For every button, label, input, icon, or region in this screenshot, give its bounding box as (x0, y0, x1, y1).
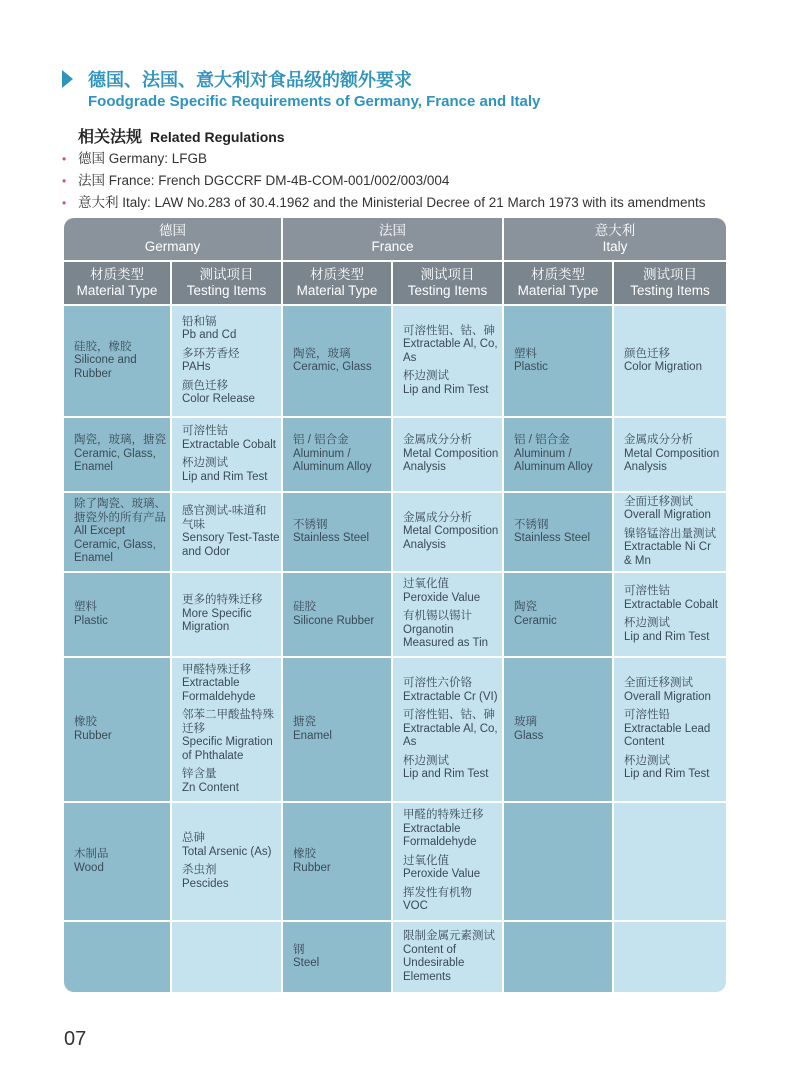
cell-text-line: 除了陶瓷、玻璃、 (74, 498, 166, 511)
cell-text-line: 橡胶 (74, 716, 97, 728)
cell-text-line: Lip and Rim Test (403, 768, 489, 781)
cell-text-line: Metal Composition (403, 447, 499, 460)
material-type-cell (283, 573, 391, 656)
cell-text-line: 限制金属元素测试 (403, 930, 495, 942)
cell-text-line: Glass (514, 729, 544, 742)
cell-text-line: Rubber (74, 367, 112, 380)
material-type-cell (504, 493, 612, 571)
material-entry (514, 348, 608, 375)
testing-item-entry (182, 768, 277, 795)
testing-item-entry (403, 370, 498, 397)
cell-text-line: Formaldehyde (403, 836, 477, 849)
cell-text-line: Extractable Lead (624, 722, 711, 735)
cell-text-line: Ceramic, Glass, (74, 538, 156, 551)
testing-items-cell (393, 658, 502, 801)
testing-items-cell (393, 573, 502, 656)
cell-text-line: Pb and Cd (182, 329, 237, 341)
cell-text-line: Extractable Al, Co, (403, 722, 498, 735)
testing-items-cell (614, 922, 726, 992)
testing-items-cell (614, 803, 726, 920)
country-header (64, 218, 281, 260)
material-type-cell (283, 658, 391, 801)
testing-items-cell (614, 418, 726, 491)
cell-text-line: 橡胶 (293, 848, 316, 860)
column-header (614, 262, 726, 304)
cell-text-line: Peroxide Value (403, 591, 481, 604)
testing-item-entry (624, 677, 722, 704)
cell-text-line: 钢 (293, 943, 305, 956)
country-name-english: Italy (602, 239, 628, 254)
cell-text-line: 杯边测试 (182, 457, 228, 469)
cell-text-line: Extractable (182, 677, 240, 690)
testing-item-entry (403, 755, 498, 782)
cell-text-line: Analysis (403, 461, 446, 474)
testing-item-entry (624, 496, 722, 523)
page-number: 07 (64, 1028, 87, 1050)
country-name-english: Germany (144, 239, 201, 254)
cell-text-line: Enamel (293, 729, 332, 742)
testing-item-entry (182, 380, 277, 407)
cell-text-line: Analysis (403, 538, 446, 551)
cell-text-line: 锌含量 (182, 768, 217, 781)
material-type-cell (64, 418, 170, 491)
cell-text-line: 可溶性铝、钴、砷 (403, 709, 495, 722)
cell-text-line: Extractable Ni Cr (624, 541, 711, 554)
country-name-english: France (371, 239, 414, 254)
cell-text-line: Elements (403, 970, 451, 983)
testing-items-cell (172, 922, 281, 992)
column-header-english: Testing Items (630, 283, 710, 298)
regulation-text: 德国 Germany: LFGB (78, 151, 208, 166)
cell-text-line: 可溶性钴 (624, 585, 670, 597)
cell-text-line: Lip and Rim Test (624, 768, 710, 781)
cell-text-line: Sensory Test-Taste (182, 532, 280, 544)
cell-text-line: Organotin (403, 623, 454, 636)
testing-item-entry (182, 832, 277, 859)
cell-text-line: As (403, 736, 417, 749)
testing-item-entry (624, 617, 722, 644)
material-type-cell (283, 803, 391, 920)
material-type-cell (64, 658, 170, 801)
testing-item-entry (182, 864, 277, 891)
cell-text-line: Content of (403, 943, 457, 956)
cell-text-line: 硅胶 (293, 601, 316, 613)
material-entry (514, 519, 608, 546)
cell-text-line: 不锈钢 (514, 518, 549, 531)
cell-text-line: Ceramic, Glass (293, 361, 372, 373)
cell-text-line: Zn Content (182, 781, 239, 794)
material-entry (74, 434, 166, 475)
cell-text-line: 更多的特殊迁移 (182, 594, 263, 607)
cell-text-line: Steel (293, 957, 320, 969)
testing-items-cell (393, 922, 502, 992)
cell-text-line: Aluminum / (293, 447, 351, 460)
cell-text-line: 甲醛的特殊迁移 (403, 809, 484, 822)
testing-item-entry (403, 325, 498, 366)
cell-text-line: 杯边测试 (403, 754, 449, 767)
material-entry (74, 601, 166, 628)
country-header (504, 218, 726, 260)
cell-text-line: 杯边测试 (403, 370, 449, 383)
cell-text-line: 金属成分分析 (624, 434, 693, 447)
cell-text-line: Extractable Al, Co, (403, 338, 498, 351)
testing-item-entry (403, 434, 498, 475)
cell-text-line: 杯边测试 (624, 617, 670, 629)
material-type-cell (283, 306, 391, 416)
cell-text-line: 可溶性铅 (624, 709, 670, 722)
country-name-chinese: 意大利 (594, 223, 636, 238)
testing-item-entry (182, 457, 277, 484)
cell-text-line: As (403, 351, 417, 364)
material-entry (293, 848, 387, 875)
testing-item-entry (624, 755, 722, 782)
column-header (504, 262, 612, 304)
column-header-english: Material Type (517, 283, 599, 298)
title-english: Foodgrade Specific Requirements of Germany, France and Italy (88, 93, 541, 110)
cell-text-line: 总砷 (182, 832, 205, 844)
cell-text-line: Measured as Tin (403, 637, 489, 650)
testing-item-entry (403, 855, 498, 882)
cell-text-line: 金属成分分析 (403, 434, 472, 447)
regulation-item (62, 192, 782, 214)
title-chinese: 德国、法国、意大利对食品级的额外要求 (88, 70, 412, 91)
regulation-text: 意大利 Italy: LAW No.283 of 30.4.1962 and the Ministerial Decree of 21 March 1973 with its amendments (78, 195, 706, 210)
cell-text-line: 塑料 (74, 601, 97, 613)
column-header-chinese: 测试项目 (643, 267, 697, 282)
cell-text-line: Stainless Steel (293, 532, 370, 544)
regulation-item (62, 170, 782, 192)
country-header (283, 218, 502, 260)
testing-item-entry (624, 528, 722, 569)
testing-item-entry (624, 348, 722, 375)
testing-items-cell (393, 493, 502, 571)
testing-items-cell (172, 306, 281, 416)
cell-text-line: 铝 / 铝合金 (293, 434, 349, 447)
cell-text-line: Analysis (624, 461, 667, 474)
cell-text-line: Extractable (403, 822, 461, 835)
cell-text-line: 铅和镉 (182, 315, 217, 328)
material-entry (293, 601, 387, 628)
testing-item-entry (624, 709, 722, 750)
cell-text-line: PAHs (182, 361, 211, 373)
bullet-icon: • (62, 196, 67, 210)
column-header-chinese: 材质类型 (90, 267, 144, 282)
cell-text-line: Silicone Rubber (293, 614, 375, 627)
regulations-heading-english: Related Regulations (150, 129, 285, 145)
cell-text-line: 搪瓷 (293, 716, 316, 728)
requirements-table (64, 218, 726, 992)
testing-items-cell (614, 306, 726, 416)
cell-text-line: 陶瓷，玻璃 (293, 347, 351, 360)
cell-text-line: Enamel (74, 552, 113, 565)
testing-items-cell (393, 803, 502, 920)
testing-items-cell (393, 418, 502, 491)
cell-text-line: More Specific (182, 607, 252, 620)
cell-text-line: Extractable Cr (VI) (403, 690, 498, 703)
column-header-english: Material Type (296, 283, 378, 298)
material-entry (74, 848, 166, 875)
material-type-cell (504, 803, 612, 920)
material-entry (514, 716, 608, 743)
cell-text-line: Overall Migration (624, 690, 711, 703)
cell-text-line: Color Release (182, 393, 255, 405)
material-type-cell (504, 418, 612, 491)
cell-text-line: 挥发性有机物 (403, 886, 472, 899)
cell-text-line: 可溶性铝、钴、砷 (403, 324, 495, 337)
regulations-list (62, 148, 782, 214)
material-type-cell (504, 573, 612, 656)
testing-item-entry (403, 610, 498, 651)
cell-text-line: 镍铬锰溶出量测试 (624, 527, 716, 540)
testing-item-entry (403, 930, 498, 984)
cell-text-line: 全面迁移测试 (624, 677, 693, 690)
cell-text-line: VOC (403, 900, 428, 913)
testing-item-entry (403, 709, 498, 750)
country-name-chinese: 法国 (379, 223, 406, 238)
material-type-cell (504, 306, 612, 416)
material-type-cell (283, 922, 391, 992)
column-header-chinese: 材质类型 (531, 267, 585, 282)
cell-text-line: Color Migration (624, 361, 702, 373)
testing-item-entry (182, 316, 277, 343)
cell-text-line: 过氧化值 (403, 578, 449, 591)
material-type-cell (283, 418, 391, 491)
testing-item-entry (403, 809, 498, 850)
cell-text-line: 邻苯二甲酸盐特殊 (182, 709, 274, 722)
testing-item-entry (182, 505, 280, 559)
material-type-cell (64, 922, 170, 992)
material-entry (293, 944, 387, 971)
cell-text-line: 感官测试-味道和 (182, 505, 267, 517)
column-header (64, 262, 170, 304)
testing-items-cell (614, 573, 726, 656)
testing-items-cell (172, 573, 281, 656)
cell-text-line: 颜色迁移 (624, 347, 670, 360)
material-entry (74, 716, 166, 743)
material-type-cell (64, 573, 170, 656)
material-entry (514, 601, 608, 628)
testing-item-entry (182, 709, 277, 763)
testing-item-entry (403, 578, 498, 605)
cell-text-line: and Odor (182, 545, 230, 558)
cell-text-line: 全面迁移测试 (624, 495, 693, 508)
cell-text-line: Extractable Cobalt (182, 438, 276, 451)
material-entry (74, 498, 166, 566)
cell-text-line: Total Arsenic (As) (182, 845, 272, 858)
cell-text-line: 杀虫剂 (182, 864, 217, 876)
cell-text-line: Rubber (74, 729, 112, 742)
cell-text-line: Plastic (514, 361, 548, 373)
testing-items-cell (614, 658, 726, 801)
cell-text-line: All Except (74, 525, 126, 538)
cell-text-line: Silicone and (74, 354, 137, 367)
cell-text-line: Aluminum Alloy (293, 461, 372, 474)
cell-text-line: 有机锡以锡计 (403, 610, 472, 623)
cell-text-line: Metal Composition (403, 525, 499, 538)
testing-item-entry (182, 348, 277, 375)
cell-text-line: 陶瓷，玻璃，搪瓷 (74, 434, 166, 447)
cell-text-line: Enamel (74, 461, 113, 474)
cell-text-line: of Phthalate (182, 749, 244, 762)
material-entry (293, 519, 387, 546)
cell-text-line: Ceramic, Glass, (74, 447, 156, 460)
material-type-cell (64, 803, 170, 920)
material-entry (293, 348, 387, 375)
cell-text-line: 可溶性钴 (182, 425, 228, 437)
cell-text-line: 金属成分分析 (403, 511, 472, 524)
cell-text-line: Aluminum Alloy (514, 461, 593, 474)
cell-text-line: Metal Composition (624, 447, 720, 460)
testing-item-entry (624, 585, 722, 612)
cell-text-line: Rubber (293, 861, 331, 874)
material-entry (74, 341, 166, 382)
country-name-chinese: 德国 (159, 223, 186, 238)
regulations-heading (78, 124, 285, 147)
cell-text-line: Peroxide Value (403, 868, 481, 881)
cell-text-line: 甲醛特殊迁移 (182, 663, 251, 676)
cell-text-line: 硅胶，橡胶 (74, 340, 132, 353)
column-header-chinese: 测试项目 (199, 267, 254, 282)
testing-items-cell (172, 658, 281, 801)
testing-items-cell (172, 493, 281, 571)
regulation-text: 法国 France: French DGCCRF DM-4B-COM-001/002/003/004 (78, 173, 450, 188)
play-arrow-icon (62, 70, 73, 88)
cell-text-line: Formaldehyde (182, 690, 256, 703)
testing-item-entry (182, 664, 277, 705)
column-header (283, 262, 391, 304)
cell-text-line: Ceramic (514, 614, 557, 627)
cell-text-line: 过氧化值 (403, 854, 449, 867)
column-header-chinese: 材质类型 (310, 267, 364, 282)
testing-items-cell (172, 418, 281, 491)
cell-text-line: 陶瓷 (514, 601, 537, 613)
material-entry (293, 434, 387, 475)
material-entry (293, 716, 387, 743)
cell-text-line: Wood (74, 861, 104, 874)
cell-text-line: Stainless Steel (514, 532, 591, 544)
cell-text-line: 不锈钢 (293, 518, 328, 531)
cell-text-line: Pescides (182, 877, 229, 890)
cell-text-line: 玻璃 (514, 716, 537, 728)
cell-text-line: Extractable Cobalt (624, 598, 718, 611)
cell-text-line: Specific Migration (182, 736, 273, 749)
testing-items-cell (172, 803, 281, 920)
material-type-cell (504, 922, 612, 992)
material-type-cell (504, 658, 612, 801)
cell-text-line: Migration (182, 621, 230, 634)
testing-item-entry (182, 425, 277, 452)
column-header (172, 262, 281, 304)
cell-text-line: 搪瓷外的所有产品 (74, 511, 166, 524)
cell-text-line: 铝 / 铝合金 (514, 434, 570, 447)
material-entry (514, 434, 608, 475)
cell-text-line: 木制品 (74, 848, 109, 860)
cell-text-line: 可溶性六价铬 (403, 677, 472, 690)
testing-item-entry (182, 594, 277, 635)
cell-text-line: & Mn (624, 554, 651, 567)
testing-item-entry (403, 887, 498, 914)
cell-text-line: Lip and Rim Test (624, 630, 710, 643)
testing-items-cell (614, 493, 726, 571)
material-type-cell (283, 493, 391, 571)
testing-item-entry (403, 512, 498, 553)
testing-item-entry (624, 434, 722, 475)
column-header-english: Material Type (76, 283, 158, 298)
cell-text-line: 气味 (182, 518, 205, 531)
cell-text-line: Lip and Rim Test (182, 470, 268, 483)
cell-text-line: 多环芳香烃 (182, 347, 240, 360)
column-header-chinese: 测试项目 (420, 267, 475, 282)
testing-items-cell (393, 306, 502, 416)
cell-text-line: Plastic (74, 614, 108, 627)
bullet-icon: • (62, 152, 67, 166)
cell-text-line: 塑料 (514, 347, 537, 360)
column-header-english: Testing Items (186, 283, 267, 298)
cell-text-line: 杯边测试 (624, 754, 670, 767)
bullet-icon: • (62, 174, 67, 188)
cell-text-line: Lip and Rim Test (403, 383, 489, 396)
cell-text-line: 颜色迁移 (182, 379, 228, 392)
material-type-cell (64, 493, 170, 571)
material-type-cell (64, 306, 170, 416)
regulations-heading-chinese: 相关法规 (78, 127, 143, 146)
regulation-item (62, 148, 782, 170)
column-header (393, 262, 502, 304)
cell-text-line: Overall Migration (624, 509, 711, 522)
cell-text-line: Content (624, 736, 665, 749)
cell-text-line: Undesirable (403, 957, 465, 969)
testing-item-entry (403, 677, 498, 704)
cell-text-line: 迁移 (182, 722, 205, 735)
cell-text-line: Aluminum / (514, 447, 572, 460)
column-header-english: Testing Items (407, 283, 488, 298)
